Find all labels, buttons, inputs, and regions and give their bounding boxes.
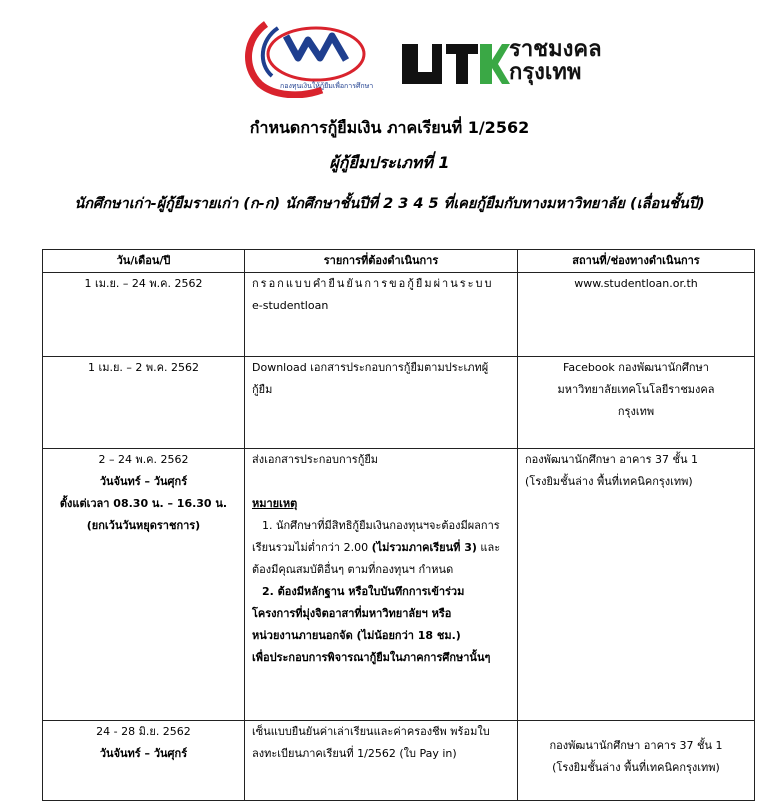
- schedule-table: [42, 249, 755, 801]
- row3-date-range: 2 – 24 พ.ค. 2562: [98, 453, 189, 466]
- row1-task-line2: e-studentloan: [252, 299, 329, 312]
- borrower-type-title: ผู้กู้ยืมประเภทที่ 1: [329, 153, 450, 172]
- kyf-logo-text: กองทุนเงินให้กู้ยืมเพื่อการศึกษา: [280, 82, 374, 90]
- header-place: สถานที่/ช่องทางดำเนินการ: [518, 250, 755, 273]
- row2-task-line1: Download เอกสารประกอบการกู้ยืมตามประเภทผู้: [252, 361, 489, 374]
- table-row: [43, 357, 755, 449]
- row2-place-line2: มหาวิทยาลัยเทคโนโลยีราชมงคล: [557, 383, 715, 396]
- row2-place-line3: กรุงเทพ: [617, 405, 655, 418]
- row3-date: [43, 449, 245, 721]
- row3-note2-line2: โครงการที่มุ่งจิตอาสาที่มหาวิทยาลัยฯ หรือ: [252, 607, 452, 620]
- schedule-title: กำหนดการกู้ยืมเงิน ภาคเรียนที่ 1/2562: [249, 118, 530, 137]
- row3-note2-line1: 2. ต้องมีหลักฐาน หรือใบบันทึกการเข้าร่วม: [262, 585, 465, 598]
- row3-time: ตั้งแต่เวลา 08.30 น. – 16.30 น.: [59, 497, 228, 510]
- row3-place-line2: (โรงยิมชั้นล่าง พื้นที่เทคนิคกรุงเทพ): [525, 475, 693, 488]
- row4-task-line1: เซ็นแบบยืนยันค่าเล่าเรียนและค่าครองชีพ พร้อมใบ: [252, 725, 490, 738]
- row2-place: [518, 357, 755, 449]
- row3-task: [245, 449, 518, 721]
- table-header-row: [43, 250, 755, 273]
- rmut-name-line1: ราชมงคล: [509, 37, 602, 62]
- header-date: วัน/เดือน/ปี: [43, 250, 245, 273]
- row3-place: [518, 449, 755, 721]
- rmut-name-line2: กรุงเทพ: [509, 60, 582, 85]
- row1-date: 1 เม.ย. – 24 พ.ค. 2562: [43, 273, 245, 357]
- row4-place: [518, 721, 755, 801]
- header-logos: [0, 16, 779, 100]
- row3-note1-line2: [252, 537, 510, 559]
- row3-note1-line1: 1. นักศึกษาที่มีสิทธิกู้ยืมเงินกองทุนฯจะต้องมีผลการ: [262, 519, 500, 532]
- row3-note2-line4: เพื่อประกอบการพิจารณากู้ยืมในภาคการศึกษานั้นๆ: [252, 651, 491, 664]
- row3-task-text: ส่งเอกสารประกอบการกู้ยืม: [252, 453, 379, 466]
- row3-note1-line3: ต้องมีคุณสมบัติอื่นๆ ตามที่กองทุนฯ กำหนด: [252, 563, 454, 576]
- row3-except: (ยกเว้นวันหยุดราชการ): [86, 519, 201, 532]
- row3-note1-exclusion: (ไม่รวมภาคเรียนที่ 3): [371, 541, 477, 554]
- row2-task: [245, 357, 518, 449]
- table-row: [43, 449, 755, 721]
- row3-note1-gpa: เรียนรวมไม่ต่ำกว่า 2.00: [252, 541, 369, 554]
- row3-note-label: หมายเหตุ: [252, 497, 298, 510]
- row4-place-line1: กองพัฒนานักศึกษา อาคาร 37 ชั้น 1: [549, 739, 723, 752]
- student-group-title: นักศึกษาเก่า-ผู้กู้ยืมรายเก่า (ก-ก) นักศึกษาชั้นปีที่ 2 3 4 5 ที่เคยกู้ยืมกับทางมหาวิทยาลัย (เลื่อนชั้นปี): [74, 196, 705, 212]
- table-row: [43, 273, 755, 357]
- row1-task: [245, 273, 518, 357]
- row3-place-line1: กองพัฒนานักศึกษา อาคาร 37 ชั้น 1: [525, 453, 698, 466]
- row3-note1-and: และ: [480, 541, 501, 554]
- header-task: รายการที่ต้องดำเนินการ: [245, 250, 518, 273]
- table-row: [43, 721, 755, 801]
- rmut-name: [509, 38, 602, 84]
- row2-task-line2: กู้ยืม: [252, 383, 273, 396]
- row2-place-line1: Facebook กองพัฒนานักศึกษา: [563, 361, 709, 374]
- row1-place: www.studentloan.or.th: [518, 273, 755, 357]
- rmut-logo: [398, 42, 510, 86]
- row4-task: [245, 721, 518, 801]
- row4-days: วันจันทร์ – วันศุกร์: [99, 747, 188, 760]
- row1-task-line1: กรอกแบบคำยืนยันการขอกู้ยืมผ่านระบบ: [252, 277, 494, 290]
- row3-note2-line3: หน่วยงานภายนอกจัด (ไม่น้อยกว่า 18 ชม.): [252, 629, 461, 642]
- kyf-logo: [238, 18, 376, 98]
- row3-days: วันจันทร์ – วันศุกร์: [99, 475, 188, 488]
- row4-date: [43, 721, 245, 801]
- row4-place-line2: (โรงยิมชั้นล่าง พื้นที่เทคนิคกรุงเทพ): [552, 761, 720, 774]
- row4-date-range: 24 - 28 มิ.ย. 2562: [96, 725, 191, 738]
- row2-date: 1 เม.ย. – 2 พ.ค. 2562: [43, 357, 245, 449]
- row4-task-line2: ลงทะเบียนภาคเรียนที่ 1/2562 (ใบ Pay in): [252, 747, 457, 760]
